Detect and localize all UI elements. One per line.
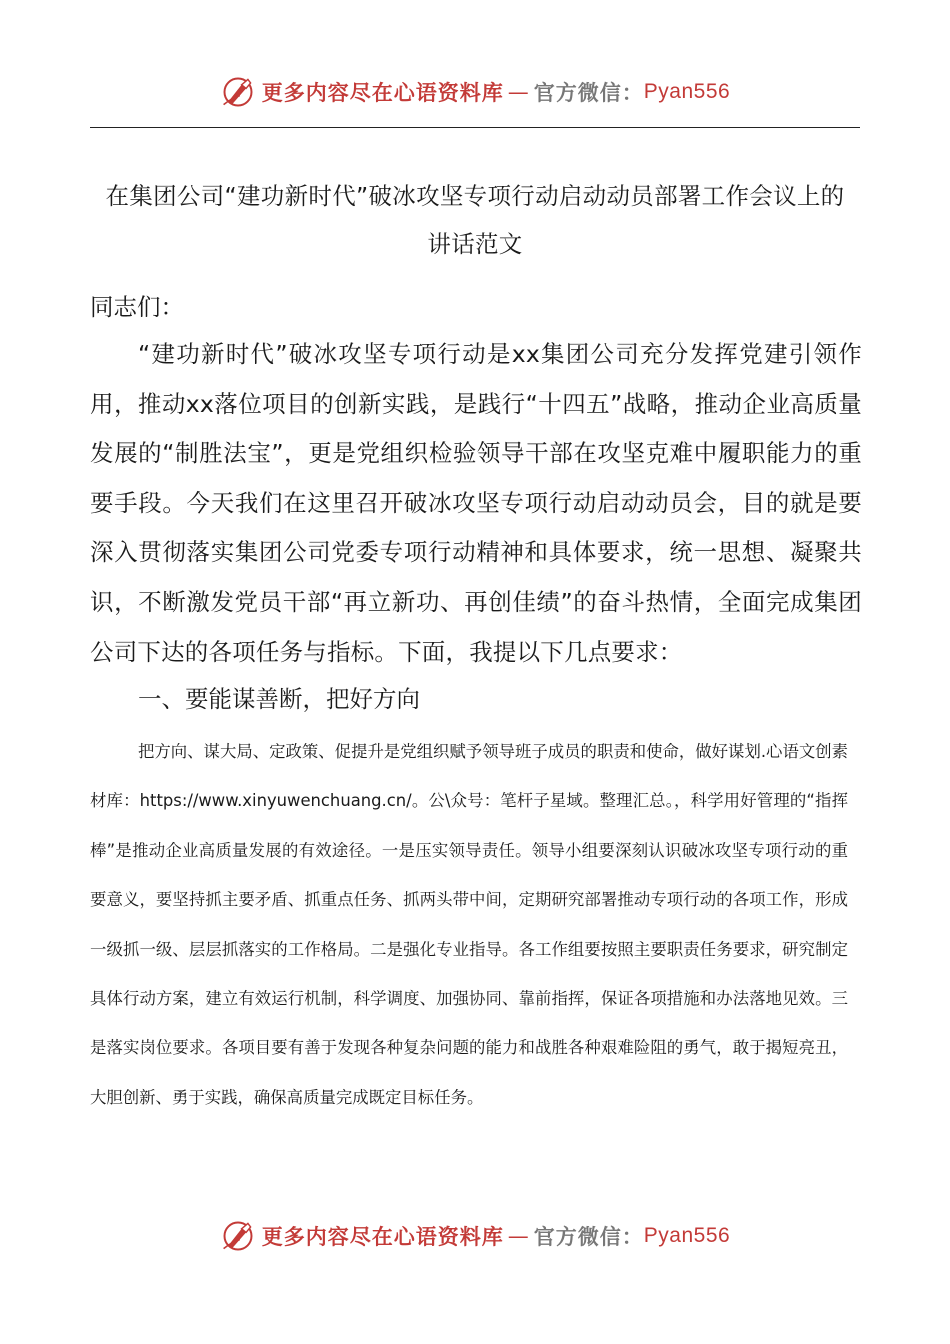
watermark-dash: — bbox=[507, 80, 530, 104]
footer-watermark bbox=[0, 1214, 950, 1258]
pen-nib-logo-icon bbox=[220, 1218, 256, 1254]
intro-paragraph: “建功新时代”破冰攻坚专项行动是xx集团公司充分发挥党建引领作用，推动xx落位项目的创新实践，是践行“十四五”战略，推动企业高质量发展的“制胜法宝”，更是党组织检验领导干部在攻坚克难中履职能力的重要手段。今天我们在这里召开破冰攻坚专项行动启动动员会，目的就是要深入贯彻落实集团公司党委专项行动精神和具体要求，统一思想、凝聚共识，不断激发党员干部“再立新功、再创佳绩”的奋斗热情，全面完成集团公司下达的各项任务与指标。下面，我提以下几点要求： bbox=[90, 340, 862, 666]
watermark-brand: 更多内容尽在心语资料库 bbox=[261, 80, 504, 105]
watermark-dash: — bbox=[507, 1224, 530, 1248]
watermark-wechat-id: Pyan556 bbox=[643, 80, 731, 103]
salutation: 同志们： bbox=[90, 293, 184, 321]
pen-nib-logo-icon bbox=[220, 74, 256, 110]
section-heading-1: 一、要能谋善断，把好方向 bbox=[138, 685, 420, 713]
document-title bbox=[80, 172, 870, 268]
watermark-brand: 更多内容尽在心语资料库 bbox=[261, 1224, 504, 1249]
header-divider bbox=[90, 127, 860, 128]
title-line-2: 讲话范文 bbox=[427, 230, 523, 258]
watermark-wechat-id: Pyan556 bbox=[643, 1224, 731, 1247]
section-paragraph-1: 把方向、谋大局、定政策、促提升是党组织赋予领导班子成员的职责和使命，做好谋划.心语文创素材库：https://www.xinyuwenchuang.cn/。公\众号：笔杆子星域。整理汇总。，科学用好管理的“指挥棒”是推动企业高质量发展的有效途径。一是压实领导责任。领导小组要深刻认识破冰攻坚专项行动的重要意义，要坚持抓主要矛盾、抓重点任务、抓两头带中间，定期研究部署推动专项行动的各项工作，形成一级抓一级、层层抓落实的工作格局。二是强化专业指导。各工作组要按照主要职责任务要求，研究制定具体行动方案，建立有效运行机制，科学调度、加强协同、靠前指挥，保证各项措施和办法落地见效。三是落实岗位要求。各项目要有善于发现各种复杂问题的能力和战胜各种艰难险阻的勇气，敢于揭短亮丑，大胆创新、勇于实践，确保高质量完成既定目标任务。 bbox=[90, 742, 849, 1107]
title-line-1: 在集团公司“建功新时代”破冰攻坚专项行动启动动员部署工作会议上的 bbox=[105, 182, 845, 210]
watermark-wechat-label: 官方微信： bbox=[533, 80, 644, 105]
watermark-wechat-label: 官方微信： bbox=[533, 1224, 644, 1249]
header-watermark bbox=[0, 70, 950, 114]
